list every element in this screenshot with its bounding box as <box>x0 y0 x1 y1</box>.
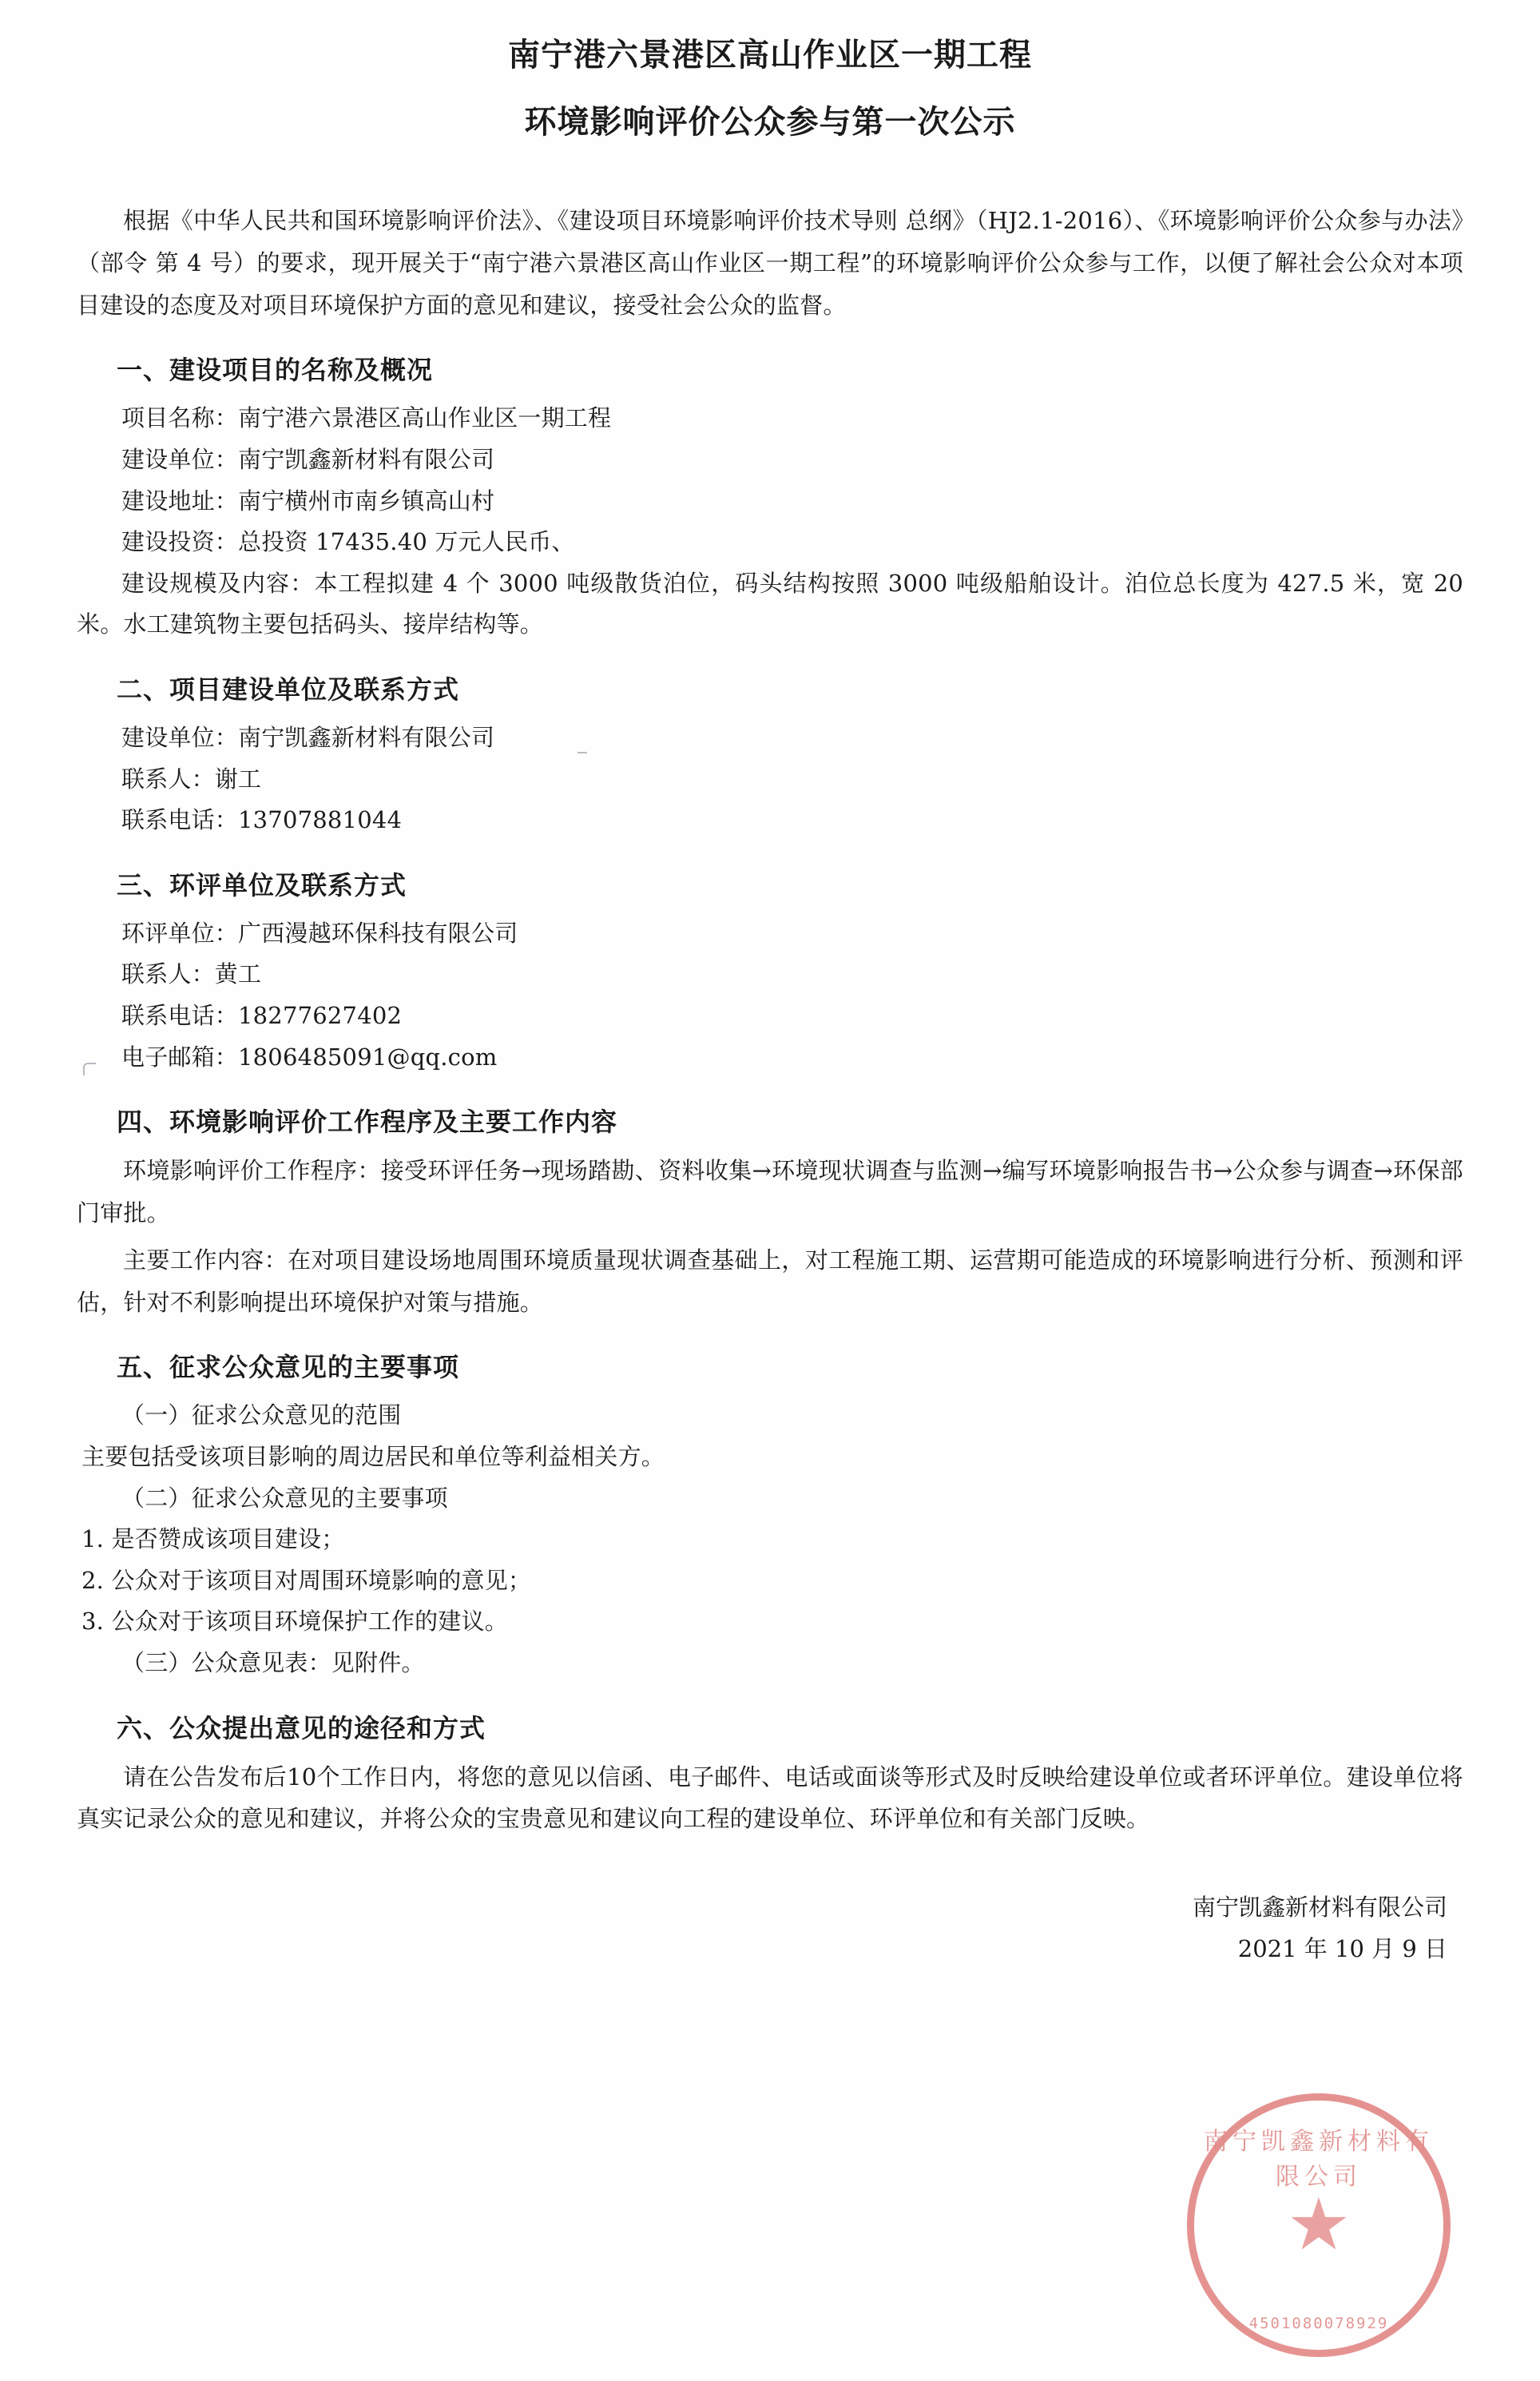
subsection-title-matters: （二）征求公众意见的主要事项 <box>121 1484 448 1512</box>
stamp-bottom-text: 4501080078929 <box>1248 2315 1389 2332</box>
field-eia-phone: 联系电话：18277627402 <box>121 1002 403 1029</box>
list-item-1: 1. 是否赞成该项目建设； <box>81 1525 345 1553</box>
section-heading-2: 二、项目建设单位及联系方式 <box>117 674 460 705</box>
signature-unit: 南宁凯鑫新材料有限公司 <box>1192 1894 1447 1922</box>
section-heading-5: 五、征求公众意见的主要事项 <box>117 1352 460 1383</box>
field-build-address: 建设地址：南宁横州市南乡镇高山村 <box>121 487 495 515</box>
subsection-text-scope: 主要包括受该项目影响的周边居民和单位等利益相关方。 <box>81 1442 665 1470</box>
list-item-2: 2. 公众对于该项目对周围环境影响的意见； <box>81 1566 532 1594</box>
stamp-top-text: 南宁凯鑫新材料有限公司 <box>1204 2128 1434 2191</box>
section-heading-4: 四、环境影响评价工作程序及主要工作内容 <box>117 1107 618 1138</box>
field-build-investment: 建设投资：总投资 17435.40 万元人民币、 <box>121 528 575 556</box>
company-seal-stamp <box>1187 2093 1451 2357</box>
title-line-2: 环境影响评价公众参与第一次公示 <box>524 103 1016 141</box>
star-icon: ★ <box>1286 2183 1351 2267</box>
scan-artifact-mark-left <box>83 1063 96 1075</box>
intro-paragraph: 根据《中华人民共和国环境影响评价法》、《建设项目环境影响评价技术导则 总纲》（HJ2.1-2016）、《环境影响评价公众参与办法》（部令 第 4 号）的要求，现开展关于“南宁港六景港区高山作业区一期工程”的环境影响评价公众参与工作，以便了解社会公众对本项目建设的态度及对项目环境保护方面的意见和建议，接受社会公众的监督。 <box>77 207 1463 319</box>
section-heading-3: 三、环评单位及联系方式 <box>117 869 407 900</box>
field-eia-unit: 环评单位：广西漫越环保科技有限公司 <box>121 919 518 947</box>
field-owner-unit: 建设单位：南宁凯鑫新材料有限公司 <box>121 723 495 751</box>
feedback-channel-text: 请在公告发布后10个工作日内，将您的意见以信函、电子邮件、电话或面谈等形式及时反映给建设单位或者环评单位。建设单位将真实记录公众的意见和建议，并将公众的宝贵意见和建议向工程的建设单位、环评单位和有关部门反映。 <box>77 1763 1463 1833</box>
field-owner-contact: 联系人：谢工 <box>121 765 262 793</box>
title-line-1: 南宁港六景港区高山作业区一期工程 <box>508 36 1032 74</box>
page-title <box>77 24 1463 147</box>
field-eia-email: 电子邮箱：1806485091@qq.com <box>121 1043 498 1071</box>
list-item-3: 3. 公众对于该项目环境保护工作的建议。 <box>81 1608 508 1636</box>
signature-block <box>77 1886 1463 1970</box>
signature-date: 2021 年 10 月 9 日 <box>1237 1935 1447 1963</box>
eia-content-text: 主要工作内容：在对项目建设场地周围环境质量现状调查基础上，对工程施工期、运营期可能造成的环境影响进行分析、预测和评估，针对不利影响提出环境保护对策与措施。 <box>77 1246 1463 1316</box>
subsection-title-scope: （一）征求公众意见的范围 <box>121 1401 402 1429</box>
eia-procedure-text: 环境影响评价工作程序：接受环评任务→现场踏勘、资料收集→环境现状调查与监测→编写环境影响报告书→公众参与调查→环保部门审批。 <box>77 1157 1463 1226</box>
scan-artifact-mark-top <box>578 752 587 753</box>
field-owner-phone: 联系电话：13707881044 <box>121 806 403 834</box>
section-heading-6: 六、公众提出意见的途径和方式 <box>117 1712 486 1743</box>
field-project-name: 项目名称：南宁港六景港区高山作业区一期工程 <box>121 404 612 432</box>
field-eia-contact: 联系人：黄工 <box>121 960 262 988</box>
field-build-scale: 建设规模及内容：本工程拟建 4 个 3000 吨级散货泊位，码头结构按照 3000 吨级船舶设计。泊位总长度为 427.5 米，宽 20 米。水工建筑物主要包括码头、接岸结构等。 <box>77 569 1463 638</box>
subsection-title-opinion-form: （三）公众意见表：见附件。 <box>121 1648 425 1676</box>
section-heading-1: 一、建设项目的名称及概况 <box>117 355 434 386</box>
field-build-unit: 建设单位：南宁凯鑫新材料有限公司 <box>121 445 495 473</box>
